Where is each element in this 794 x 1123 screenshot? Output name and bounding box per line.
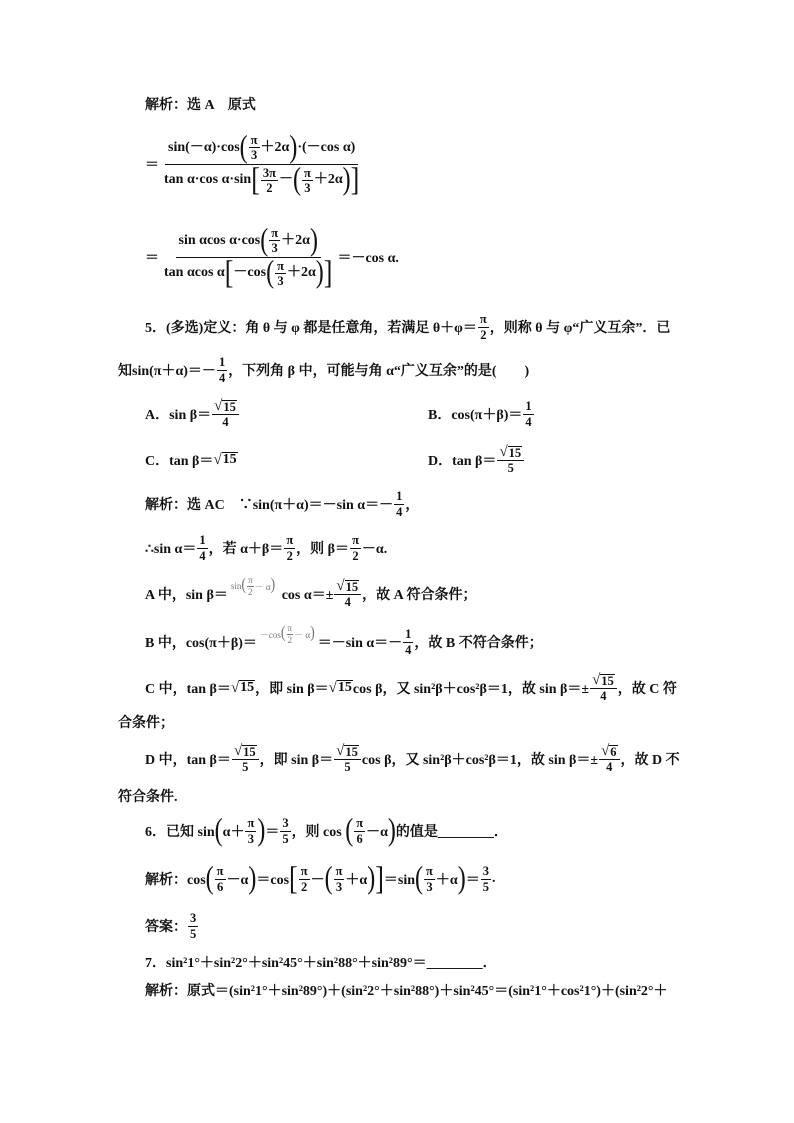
fraction-denominator: 4: [606, 759, 613, 774]
text-run: ，下列角 β 中，可能与角 α“广义互余”的是( ): [228, 364, 530, 379]
square-root: [234, 744, 257, 759]
fraction: [217, 355, 227, 385]
radical-sign: √: [336, 742, 345, 759]
analysis-5-line-5: [145, 664, 677, 712]
fraction-numerator: π: [247, 816, 255, 831]
fraction: [334, 744, 361, 774]
right-paren: ): [270, 576, 276, 595]
text-run: C．tan β＝: [145, 454, 214, 469]
text-run: － α: [294, 629, 311, 640]
text-run: B．cos(π＋β)＝: [428, 408, 523, 423]
radicand: 15: [345, 579, 359, 594]
radical-sign: √: [499, 443, 508, 460]
text-run: sin: [230, 581, 242, 591]
text-run: B 中，cos(π＋β)＝: [145, 636, 257, 651]
fraction-denominator: 3: [426, 879, 433, 894]
fraction-numerator: [165, 130, 358, 165]
fraction-denominator: 6: [216, 879, 224, 894]
fraction-numerator: π: [356, 816, 364, 831]
fraction-numerator: 1: [525, 399, 532, 414]
text-run: C 中，tan β＝: [145, 682, 231, 697]
left-paren: (: [214, 814, 223, 848]
left-bracket: [: [251, 161, 260, 198]
text-run: 符合条件.: [118, 790, 178, 805]
fraction: [497, 445, 524, 475]
fraction-numerator: 1: [218, 355, 226, 370]
radical-sign: √: [230, 679, 240, 696]
fraction: [481, 864, 491, 894]
analysis-7: [145, 966, 668, 1014]
text-run: ＋2α: [286, 265, 316, 281]
radicand: 15: [345, 744, 358, 759]
fraction-denominator: 2: [248, 586, 253, 597]
left-paren: (: [280, 624, 286, 643]
fraction-denominator: 5: [282, 831, 289, 846]
right-paren: ): [342, 163, 351, 198]
fraction-denominator: [161, 161, 362, 198]
right-bracket: ]: [350, 161, 360, 198]
fraction-numerator: π: [287, 623, 293, 634]
text-run: ，则称 θ 与 φ“广义互余”．已: [489, 321, 671, 336]
text-run: － α: [254, 581, 271, 592]
fraction-denominator: 5: [242, 759, 249, 774]
fraction-denominator: 3: [304, 180, 311, 195]
text-run: －α.: [361, 542, 388, 557]
fraction: [161, 223, 335, 291]
text-run: ，若 α＋β＝: [208, 542, 284, 557]
radicand: 15: [240, 680, 255, 696]
equation-line-2: [145, 217, 399, 297]
fraction: [261, 166, 278, 196]
option-a: [145, 390, 240, 438]
fraction-denominator: 3: [271, 241, 278, 256]
text-run: 知sin(π＋α)＝－: [118, 364, 216, 379]
fraction: [599, 744, 619, 774]
text-run: 5．(多选)定义：角 θ 与 φ 都是任意角，若满足 θ＋φ＝: [145, 321, 477, 336]
square-root: [214, 399, 237, 414]
fraction: [590, 673, 617, 703]
left-bracket: [: [224, 254, 234, 291]
text-run: A．sin β＝: [145, 408, 212, 423]
option-b: [428, 390, 535, 438]
text-run: ＋α: [435, 873, 458, 888]
fraction-denominator: 4: [344, 594, 351, 609]
radical-sign: √: [214, 397, 223, 414]
text-run: tan αcos α: [164, 265, 225, 281]
text-run: ∴sin α＝: [145, 542, 197, 557]
fraction-denominator: 2: [286, 548, 293, 563]
text-run: －α: [366, 825, 388, 840]
right-paren: ): [257, 814, 266, 848]
fraction-denominator: 5: [190, 926, 197, 941]
radical-sign: √: [213, 451, 222, 468]
text-run: 答案：: [145, 920, 187, 935]
fraction-denominator: 4: [525, 414, 532, 429]
radical-sign: √: [233, 742, 243, 759]
text-run: D 中，tan β＝: [145, 753, 231, 768]
fraction-denominator: [161, 254, 335, 291]
text-run: ，即 sin β＝: [255, 682, 329, 697]
text-run: A 中，sin β＝: [145, 588, 228, 603]
fraction-numerator: 3π: [262, 165, 276, 180]
text-run: ＝: [465, 873, 480, 888]
fraction: [245, 816, 256, 846]
radicand: 6: [610, 744, 617, 759]
text-run: ＋2α: [313, 172, 343, 188]
radicand: 15: [601, 673, 614, 688]
fraction: [197, 533, 207, 563]
fraction-denominator: 2: [480, 327, 487, 342]
right-paren: ): [309, 223, 318, 258]
fraction-numerator: [334, 579, 361, 595]
radical-sign: √: [328, 679, 337, 696]
fraction: [287, 623, 294, 645]
text-run: 解析：原式＝(sin²1°＋sin²89°)＋(sin²2°＋sin²88°)＋sin²45°＝(sin²1°＋cos²1°)＋(sin²2°＋: [145, 984, 668, 999]
square-root: [213, 452, 237, 468]
text-run: 合条件；: [118, 716, 174, 731]
fraction: [394, 489, 404, 519]
left-paren: (: [324, 862, 333, 896]
text-run: sin αcos α·cos: [178, 232, 261, 248]
text-run: cos β，又 sin²β＋cos²β＝1，故 sin β＝±: [352, 682, 590, 697]
text-run: ，故 C 符: [617, 682, 677, 697]
fraction-denominator: 3: [250, 148, 258, 163]
text-run: ，故 A 符合条件；: [362, 588, 477, 603]
radicand: 15: [243, 744, 256, 759]
fraction-denominator: 2: [301, 879, 308, 894]
fraction-denominator: 4: [218, 370, 226, 385]
square-root: [329, 680, 353, 696]
text-run: cos β，又 sin²β＋cos²β＝1，故 sin β＝±: [361, 753, 599, 768]
text-run: ＋α: [345, 873, 368, 888]
fraction: [478, 312, 489, 342]
text-run: 的值是________．: [395, 825, 508, 840]
fraction-numerator: [590, 673, 617, 689]
fraction-numerator: [334, 744, 361, 760]
text-run: ，则 cos: [291, 825, 346, 840]
right-bracket: ]: [375, 860, 384, 897]
fraction-numerator: π: [277, 258, 284, 273]
fraction: [299, 864, 310, 894]
fraction: [302, 166, 313, 196]
question-5-stem-line-2: [118, 346, 529, 394]
option-c: [145, 436, 238, 484]
fraction-denominator: 5: [344, 759, 351, 774]
radicand: 15: [337, 680, 352, 696]
fraction-numerator: π: [335, 864, 343, 879]
text-run: ＝sin: [383, 873, 416, 888]
radical-sign: √: [592, 671, 601, 688]
text-run: .: [491, 871, 496, 886]
fraction-denominator: 2: [287, 634, 293, 645]
question-5-stem-line-1: [145, 303, 670, 351]
fraction-denominator: 3: [335, 879, 343, 894]
analysis-5-line-1: [145, 480, 419, 528]
analysis-5-line-2: [145, 524, 387, 572]
text-run: D．tan β＝: [428, 454, 497, 469]
analysis-5-line-7: [145, 735, 680, 783]
fraction: [523, 399, 533, 429]
radical-sign: √: [601, 742, 610, 759]
fraction-denominator: 4: [600, 688, 607, 703]
analysis-6: [145, 855, 495, 903]
radicand: 15: [223, 399, 236, 414]
fraction: [249, 133, 260, 163]
text-run: ＝－sin α＝－: [317, 636, 403, 651]
option-d: [428, 436, 525, 484]
fraction: [350, 533, 361, 563]
question-6-stem: [145, 807, 508, 855]
radicand: 15: [222, 452, 237, 468]
fraction-numerator: π: [286, 533, 294, 548]
right-paren: ): [457, 862, 466, 896]
text-run: 解析：cos: [145, 873, 206, 888]
fraction-numerator: [212, 399, 239, 415]
square-root: [231, 680, 255, 696]
analysis-5-line-4: [145, 618, 543, 666]
text-run: 解析：选 AC ∵sin(π＋α)＝－sin α＝－: [145, 498, 394, 513]
fraction-numerator: π: [300, 864, 308, 879]
text-run: ＋2α: [281, 232, 310, 248]
text-run: tan α·cos α·sin: [164, 172, 252, 188]
fraction-denominator: 4: [199, 548, 206, 563]
superscript-expression: [260, 623, 315, 645]
right-bracket: ]: [323, 254, 333, 291]
left-paren: (: [241, 576, 247, 595]
text-run: －cos: [259, 629, 281, 640]
square-root: [601, 744, 617, 759]
fraction-denominator: 3: [247, 831, 254, 846]
fraction: [215, 864, 226, 894]
text-run: 解析：选 A 原式: [145, 98, 256, 113]
fraction: [284, 533, 295, 563]
fraction-denominator: 3: [277, 273, 284, 288]
text-run: ，故 D 不: [620, 753, 680, 768]
right-paren: ): [310, 624, 315, 643]
right-paren: ): [289, 130, 298, 165]
fraction: [188, 911, 198, 941]
fraction-numerator: 1: [396, 489, 403, 504]
fraction: [334, 864, 345, 894]
text-run: sin(－α)·cos: [168, 139, 240, 155]
text-run: ＋2α: [260, 139, 290, 155]
left-paren: (: [345, 814, 354, 848]
text-run: ＝cos: [256, 873, 290, 888]
fraction-numerator: 1: [199, 533, 206, 548]
fraction: [354, 816, 365, 846]
text-run: ，则 β＝: [296, 542, 350, 557]
fraction-denominator: 2: [352, 548, 359, 563]
text-run: α＋: [222, 825, 245, 840]
right-paren: ): [315, 256, 324, 291]
fraction-denominator: 4: [222, 414, 229, 429]
fraction-numerator: [176, 223, 321, 258]
text-run: 7．sin²1°＋sin²2°＋sin²45°＋sin²88°＋sin²89°＝________．: [145, 956, 497, 971]
fraction-numerator: 3: [482, 864, 489, 879]
fraction: [275, 259, 286, 289]
text-run: ＝: [265, 825, 280, 840]
left-paren: (: [292, 163, 301, 198]
fraction-denominator: 4: [396, 504, 403, 519]
fraction: [247, 575, 254, 597]
radicand: 15: [508, 445, 522, 460]
text-run: ＝－cos α.: [337, 251, 399, 266]
equals-sign: ＝: [145, 158, 159, 173]
text-run: －α: [226, 873, 249, 888]
fraction-numerator: 3: [282, 816, 289, 831]
text-run: ，故 B 不符合条件；: [414, 636, 543, 651]
analysis-4-header: [145, 80, 256, 128]
fraction: [212, 399, 239, 429]
fraction: [424, 864, 435, 894]
right-paren: ): [387, 814, 396, 848]
right-paren: ): [248, 862, 257, 896]
left-paren: (: [205, 862, 214, 896]
left-paren: (: [266, 256, 275, 291]
analysis-5-line-3: [145, 570, 476, 618]
text-run: －cos: [233, 265, 267, 281]
fraction: [161, 130, 362, 198]
left-paren: (: [260, 223, 269, 258]
fraction: [269, 226, 280, 256]
fraction-numerator: π: [248, 575, 253, 586]
fraction-numerator: [497, 445, 524, 461]
text-run: ，即 sin β＝: [259, 753, 334, 768]
left-paren: (: [415, 862, 424, 896]
text-run: ·(－cos α): [297, 139, 356, 155]
fraction-numerator: 1: [405, 627, 412, 642]
fraction-numerator: π: [271, 225, 279, 240]
text-run: －: [310, 873, 325, 888]
fraction-denominator: 2: [266, 180, 273, 195]
fraction-denominator: 6: [356, 831, 363, 846]
radical-sign: √: [336, 577, 345, 594]
fraction-numerator: π: [479, 312, 487, 327]
text-run: ，: [405, 498, 420, 513]
fraction: [403, 627, 413, 657]
equation-line-1: [145, 124, 364, 204]
fraction: [232, 744, 259, 774]
left-bracket: [: [289, 860, 298, 897]
fraction-denominator: 5: [482, 879, 489, 894]
fraction: [280, 816, 290, 846]
text-run: cos α＝±: [278, 588, 334, 603]
square-root: [592, 673, 615, 688]
fraction-denominator: 4: [405, 642, 412, 657]
fraction-numerator: π: [303, 165, 311, 180]
square-root: [499, 445, 522, 460]
fraction-numerator: π: [352, 533, 359, 548]
square-root: [336, 744, 359, 759]
fraction-numerator: [232, 744, 259, 760]
fraction-numerator: π: [250, 132, 258, 147]
left-paren: (: [239, 130, 248, 165]
text-run: －: [278, 172, 293, 188]
fraction: [334, 579, 361, 609]
right-paren: ): [367, 862, 376, 896]
fraction-denominator: 5: [507, 460, 514, 475]
fraction-numerator: π: [216, 864, 224, 879]
fraction-numerator: π: [426, 864, 433, 879]
text-run: 6．已知 sin: [145, 825, 215, 840]
fraction-numerator: [599, 744, 619, 760]
square-root: [336, 579, 359, 594]
fraction-numerator: 3: [190, 911, 197, 926]
equals-sign: ＝: [145, 251, 159, 266]
superscript-expression: [231, 575, 275, 597]
